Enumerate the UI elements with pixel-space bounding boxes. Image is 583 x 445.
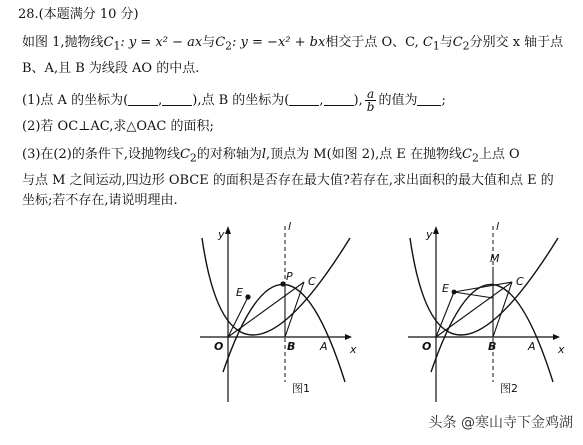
fig2-label-m: M <box>490 252 500 265</box>
question-3-line-3: 坐标;若不存在,请说明理由. <box>22 193 178 208</box>
q1-text-a: (1)点 A 的坐标为( <box>22 93 129 108</box>
fig2-label-b: B <box>488 340 497 353</box>
q3-axis-l: l <box>261 147 266 162</box>
c2-sub-2: 2 <box>462 39 470 53</box>
fig1-label-y: y <box>218 228 225 241</box>
fig2-point-e <box>452 290 457 295</box>
fraction-a-over-b <box>365 88 377 113</box>
fig1-label-p: P <box>286 270 293 283</box>
figure-2 <box>398 212 578 412</box>
fig1-segment-bc <box>285 282 304 337</box>
fraction-numerator: a <box>365 88 377 101</box>
fig2-segment-bc <box>493 282 512 337</box>
fig2-label-l: l <box>496 220 500 233</box>
fig2-segment-ed <box>454 292 493 298</box>
fig2-caption: 图2 <box>500 382 518 395</box>
q1-text-c: ), <box>353 93 363 108</box>
q3-text-c: ,顶点为 M(如图 2),点 E 在抛物线 <box>266 147 463 162</box>
intro-prefix: 如图 1,抛物线 <box>22 35 104 50</box>
fig1-point-p <box>280 281 285 286</box>
fig2-label-o: O <box>422 340 432 353</box>
problem-heading: 28.(本题满分 10 分) <box>18 7 139 22</box>
q3-text-a: (3)在(2)的条件下,设抛物线 <box>22 147 180 162</box>
fig2-segment-ec <box>454 282 512 292</box>
fig2-label-c: C <box>516 275 524 288</box>
fig1-label-b: B <box>287 340 296 353</box>
c2-expression: : y = −x² + bx <box>232 35 326 50</box>
conjunction: 与 <box>202 35 216 50</box>
intro-mid: 相交于点 O、C, <box>325 35 419 50</box>
c1-name-2: C <box>422 35 433 50</box>
answer-blank-a-y[interactable] <box>162 93 192 106</box>
question-1: (1)点 A 的坐标为( , ),点 B 的坐标为( , ), $\frac{a}{b}$ 的值为 ; <box>22 87 446 114</box>
answer-blank-ratio[interactable] <box>417 93 441 106</box>
fig2-label-x: x <box>558 343 565 356</box>
q3-c2-name: C <box>179 147 190 162</box>
fig1-label-o: O <box>214 340 224 353</box>
fig2-label-y: y <box>426 228 433 241</box>
fig1-label-c: C <box>308 275 316 288</box>
q1-text-d: 的值为 <box>378 93 418 108</box>
figure-1 <box>190 212 370 412</box>
question-3-line-2: 与点 M 之间运动,四边形 OBCE 的面积是否存在最大值?若存在,求出面积的最大值和点 E 的 <box>22 173 554 188</box>
q1-text-b: ),点 B 的坐标为( <box>192 93 290 108</box>
q3-text-b: 的对称轴为 <box>196 147 262 162</box>
fig2-parabola-c2 <box>431 284 553 382</box>
fig2-x-arrow-icon <box>553 334 560 340</box>
answer-blank-b-x[interactable] <box>289 93 319 106</box>
c2-sub: 2 <box>225 39 233 53</box>
fig1-label-e: E <box>236 286 243 299</box>
fig1-caption: 图1 <box>292 382 310 395</box>
fig1-label-a: A <box>320 340 328 353</box>
c2-name-2: C <box>452 35 463 50</box>
q3-c2-name-2: C <box>462 147 472 162</box>
problem-line-2: B、A,且 B 为线段 AO 的中点. <box>22 61 200 76</box>
fig2-label-e: E <box>442 282 449 295</box>
q3-c2-sub-2: 2 <box>471 151 479 165</box>
c1-expression: : y = x² − ax <box>120 35 203 50</box>
fig2-y-arrow-icon <box>433 226 439 234</box>
fig1-parabola-c1 <box>202 238 350 335</box>
intro-tail: 分别交 x 轴于点 <box>469 35 564 50</box>
watermark: 头条 @寒山寺下金鸡湖 <box>428 415 573 431</box>
c2-name: C <box>215 35 226 50</box>
fig1-parabola-c2 <box>223 284 345 382</box>
answer-blank-b-y[interactable] <box>324 93 354 106</box>
answer-blank-a-x[interactable] <box>128 93 158 106</box>
q1-text-e: ; <box>441 93 446 108</box>
conjunction-2: 与 <box>439 35 453 50</box>
fig2-label-a: A <box>528 340 536 353</box>
q3-text-d: 上点 O <box>478 147 520 162</box>
c1-sub-2: 1 <box>432 39 440 53</box>
fig1-point-e <box>245 294 250 299</box>
fig1-label-x: x <box>350 343 357 356</box>
fig1-label-l: l <box>288 220 292 233</box>
question-2: (2)若 OC⊥AC,求△OAC 的面积; <box>22 119 214 134</box>
problem-intro <box>22 34 563 55</box>
fig1-y-arrow-icon <box>225 226 231 234</box>
c1-name: C <box>103 35 114 50</box>
question-3 <box>22 146 520 167</box>
fig1-x-arrow-icon <box>345 334 352 340</box>
q3-c2-sub: 2 <box>189 151 197 165</box>
fraction-denominator: b <box>366 100 375 114</box>
c1-sub: 1 <box>113 39 121 53</box>
